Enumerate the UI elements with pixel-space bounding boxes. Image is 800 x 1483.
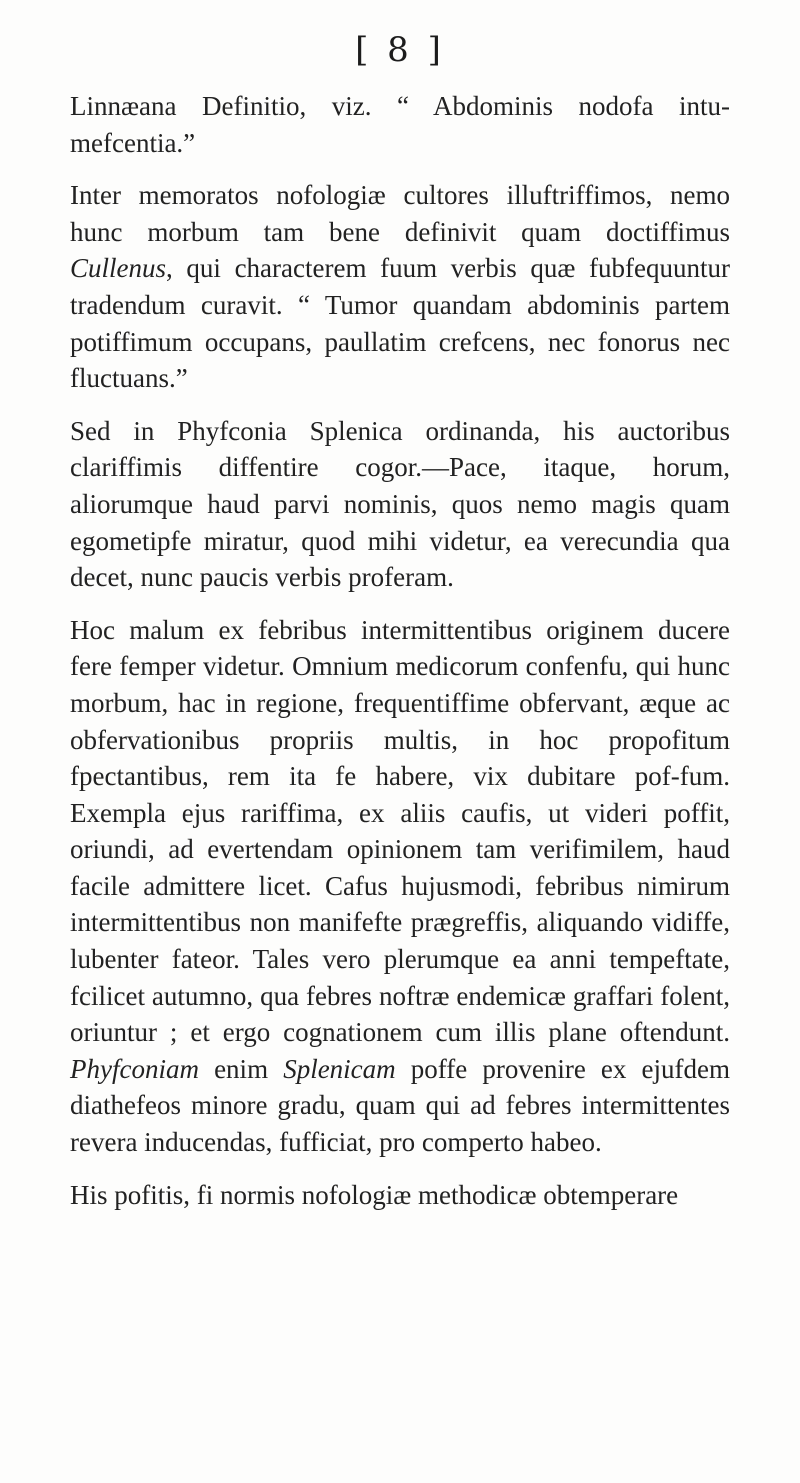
text-run: Linnæana Definitio, viz. “ Abdominis nodofa intu-mefcentia.”	[70, 91, 730, 158]
paragraph	[70, 1177, 730, 1214]
italic-text: Cullenus	[70, 253, 167, 284]
page-number: [ 8 ]	[355, 30, 445, 70]
italic-text: Splenicam	[283, 1053, 396, 1084]
body-text	[70, 88, 730, 1229]
paragraph	[70, 413, 730, 596]
text-run: , qui characterem fuum verbis quæ fubfequuntur tradendum curavit. “ Tumor quandam abdominis partem potiffimum occupans, paullatim crefcens, nec fonorus nec fluctuans.”	[70, 253, 730, 394]
italic-text: Phyfconiam	[70, 1053, 199, 1084]
text-run: enim	[198, 1053, 284, 1084]
text-run: Hoc malum ex febribus intermittentibus originem ducere fere femper videtur. Omnium medicorum confenfu, qui hunc morbum, hac in regione, frequentiffime obfervant, æque ac obfervationibus propriis multis, in hoc propofitum fpectantibus, rem ita fe habere, vix dubitare pof-fum. Exempla ejus rariffima, ex aliis caufis, ut videri poffit, oriundi, ad evertendam opinionem tam verifimilem, haud facile admittere licet. Cafus hujusmodi, febribus nimirum intermittentibus non manifefte prægreffis, aliquando vidiffe, lubenter fateor. Tales vero plerumque ea anni tempeftate, fcilicet autumno, qua febres noftræ endemicæ graffari folent, oriuntur ; et ergo cognationem cum illis plane oftendunt.	[70, 614, 730, 1048]
text-run: Sed in Phyfconia Splenica ordinanda, his auctoribus clariffimis diffentire cogor.—Pace, itaque, horum, aliorumque haud parvi nominis, quos nemo magis quam egometipfe miratur, quod mihi videtur, ea verecundia qua decet, nunc paucis verbis proferam.	[70, 415, 730, 593]
text-run: His pofitis, fi normis nofologiæ methodicæ obtemperare	[70, 1179, 679, 1210]
paragraph	[70, 177, 730, 397]
text-run: poffe provenire ex ejufdem diathefeos minore gradu, quam qui ad febres intermittentes revera inducendas, fufficiat, pro comperto habeo.	[70, 1053, 730, 1158]
paragraph	[70, 88, 730, 161]
paragraph	[70, 612, 730, 1161]
text-run: Inter memoratos nofologiæ cultores illuftriffimos, nemo hunc morbum tam bene definivit quam doctiffimus	[70, 180, 730, 247]
